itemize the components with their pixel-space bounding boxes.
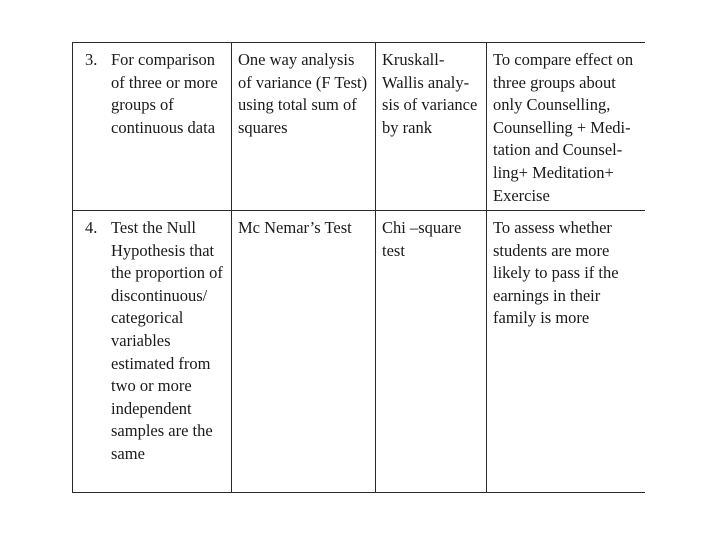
statistics-table-fragment — [72, 42, 634, 492]
row-3-number: 3. — [85, 50, 98, 69]
row-3-example-cell — [487, 43, 646, 211]
row-4-purpose-cell — [73, 211, 232, 493]
row-3-parametric: One way analysis of variance (F Test) using total sum of squares — [238, 50, 368, 137]
table-row-4 — [73, 211, 646, 493]
row-3-purpose: For comparison of three or more groups of continuous data — [111, 50, 218, 137]
row-4-parametric-cell — [232, 211, 376, 493]
row-4-purpose: Test the Null Hypothesis that the proportion of discontinuous/ categorical variables estimated from two or more independent samples are the same — [111, 218, 223, 463]
row-4-number: 4. — [85, 218, 98, 237]
row-4-nonparametric-cell — [376, 211, 487, 493]
test-comparison-table — [72, 42, 645, 493]
row-3-nonparametric: Kruskall-Wallis analy-sis of variance by rank — [382, 50, 478, 137]
row-4-example: To assess whether students are more likely to pass if the earnings in their family is more — [493, 218, 619, 328]
row-4-example-cell — [487, 211, 646, 493]
row-3-purpose-cell — [73, 43, 232, 211]
row-4-nonparametric: Chi –square test — [382, 218, 462, 260]
row-4-parametric: Mc Nemar’s Test — [238, 218, 352, 237]
row-3-example: To compare effect on three groups about only Counselling, Counselling + Medi-tation and Counsel-ling+ Meditation+ Exercise — [493, 50, 634, 205]
row-3-nonparametric-cell — [376, 43, 487, 211]
table-row-3 — [73, 43, 646, 211]
row-3-parametric-cell — [232, 43, 376, 211]
